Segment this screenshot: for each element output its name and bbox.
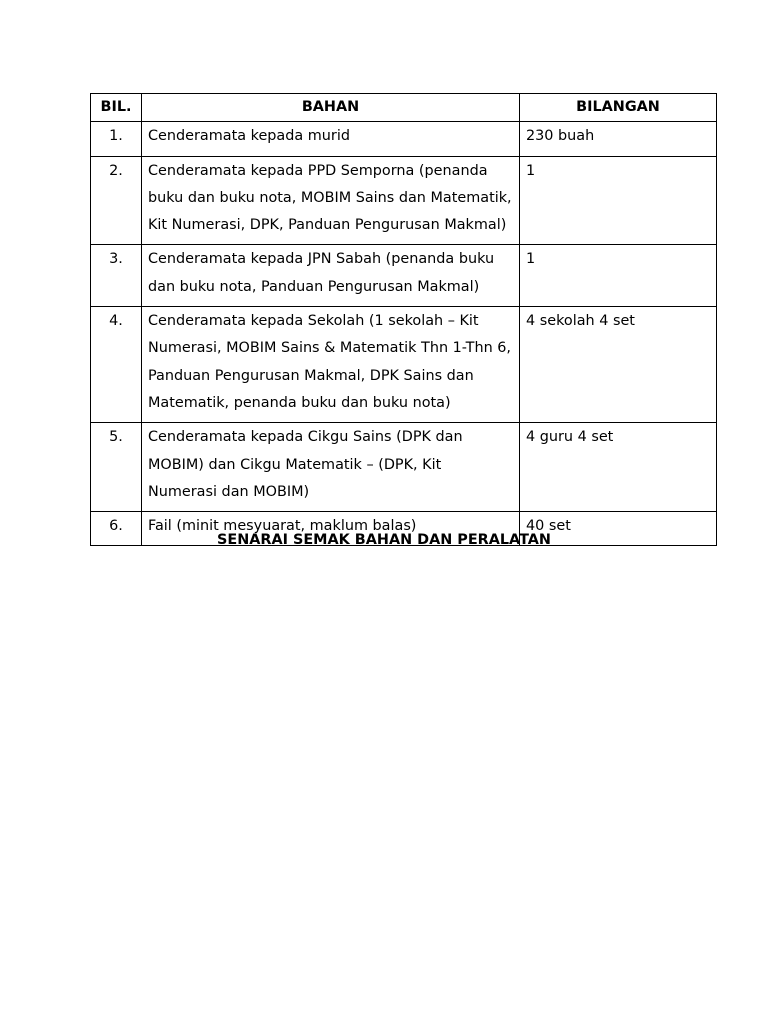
table-header-row: [91, 94, 717, 122]
checklist-table: [90, 93, 717, 546]
table-row: [91, 307, 717, 423]
header-bilangan: BILANGAN: [520, 94, 717, 122]
row-bahan: Cenderamata kepada Cikgu Sains (DPK dan MOBIM) dan Cikgu Matematik – (DPK, Kit Numerasi dan MOBIM): [142, 423, 520, 512]
row-bilangan: 1: [520, 156, 717, 245]
row-bahan: Fail (minit mesyuarat, maklum balas): [142, 512, 520, 546]
row-bahan: Cenderamata kepada PPD Semporna (penanda buku dan buku nota, MOBIM Sains dan Matematik, Kit Numerasi, DPK, Panduan Pengurusan Makmal): [142, 156, 520, 245]
table-row: [91, 122, 717, 156]
row-bil: 6.: [91, 512, 142, 546]
table-row: [91, 156, 717, 245]
row-bil: 3.: [91, 245, 142, 307]
row-bilangan: 40 set: [520, 512, 717, 546]
table-row: [91, 245, 717, 307]
row-bilangan: 1: [520, 245, 717, 307]
row-bahan: Cenderamata kepada JPN Sabah (penanda buku dan buku nota, Panduan Pengurusan Makmal): [142, 245, 520, 307]
table-row: [91, 423, 717, 512]
row-bil: 2.: [91, 156, 142, 245]
header-bil: BIL.: [91, 94, 142, 122]
row-bahan: Cenderamata kepada Sekolah (1 sekolah – Kit Numerasi, MOBIM Sains & Matematik Thn 1-Thn 6, Panduan Pengurusan Makmal, DPK Sains dan Matematik, penanda buku dan buku nota): [142, 307, 520, 423]
header-bahan: BAHAN: [142, 94, 520, 122]
row-bilangan: 4 sekolah 4 set: [520, 307, 717, 423]
row-bilangan: 230 buah: [520, 122, 717, 156]
row-bil: 4.: [91, 307, 142, 423]
row-bahan: Cenderamata kepada murid: [142, 122, 520, 156]
table-caption: SENARAI SEMAK BAHAN DAN PERALATAN: [217, 532, 551, 548]
row-bil: 5.: [91, 423, 142, 512]
row-bil: 1.: [91, 122, 142, 156]
row-bilangan: 4 guru 4 set: [520, 423, 717, 512]
